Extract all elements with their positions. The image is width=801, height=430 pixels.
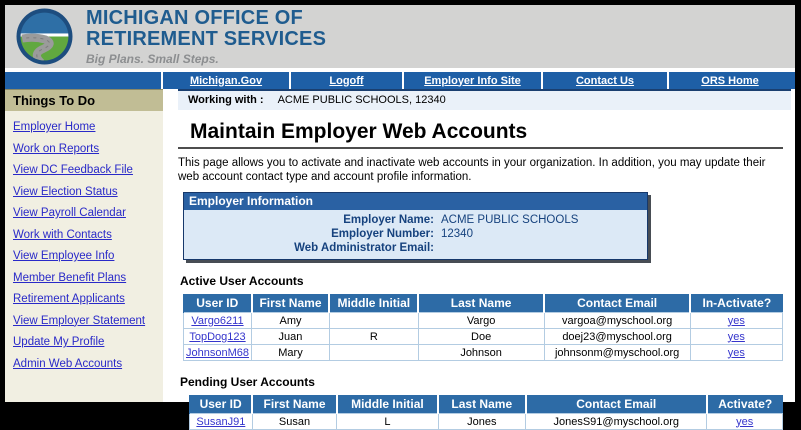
employer-info-field-label: Employer Name: — [343, 214, 434, 226]
sidebar-item-member-benefit-plans[interactable]: Member Benefit Plans — [13, 271, 127, 284]
table-cell — [184, 345, 252, 361]
action-yes-link[interactable]: yes — [727, 330, 745, 343]
table-cell: Doe — [418, 329, 544, 345]
sidebar-item-work-on-reports[interactable]: Work on Reports — [13, 142, 100, 155]
table-cell — [690, 329, 782, 345]
table-cell: vargoa@myschool.org — [544, 313, 690, 329]
table-cell — [184, 313, 252, 329]
table-cell — [190, 414, 253, 430]
table-cell: doej23@myschool.org — [544, 329, 690, 345]
column-header-first-name: First Name — [252, 295, 330, 313]
employer-info-row — [184, 213, 647, 227]
column-header-contact-email: Contact Email — [544, 295, 690, 313]
nav-link-employer-info-site[interactable]: Employer Info Site — [402, 72, 541, 89]
nav-link-ors-home[interactable]: ORS Home — [667, 72, 791, 89]
action-yes-link[interactable]: yes — [727, 314, 745, 327]
sidebar-header: Things To Do — [5, 89, 163, 111]
table-header-row — [190, 396, 783, 414]
column-header-middle-initial: Middle Initial — [329, 295, 418, 313]
column-header-activate: Activate? — [707, 396, 783, 414]
employer-information-header: Employer Information — [184, 193, 647, 210]
sidebar-item-view-dc-feedback-file[interactable]: View DC Feedback File — [13, 164, 133, 176]
sidebar-links — [5, 111, 163, 370]
working-with-value: ACME PUBLIC SCHOOLS, 12340 — [277, 94, 446, 106]
user-id-link[interactable]: SusanJ91 — [196, 415, 246, 428]
table-cell — [690, 313, 782, 329]
sidebar-item-view-employee-info[interactable]: View Employee Info — [13, 250, 115, 262]
nav-link-logoff[interactable]: Logoff — [289, 72, 402, 89]
sidebar-item-view-employer-statement[interactable]: View Employer Statement — [13, 314, 146, 327]
user-id-link[interactable]: Vargo6211 — [191, 314, 244, 327]
table-cell: Amy — [252, 313, 330, 329]
nav-link-contact-us[interactable]: Contact Us — [541, 72, 667, 89]
pending-accounts-table-host — [178, 395, 783, 430]
employer-info-field-value — [434, 241, 441, 255]
ors-road-landscape-logo-icon — [16, 8, 73, 65]
table-row — [184, 329, 783, 345]
sidebar-item-retirement-applicants[interactable]: Retirement Applicants — [13, 293, 125, 305]
column-header-user-id: User ID — [184, 295, 252, 313]
employer-info-field-value: 12340 — [441, 228, 473, 240]
org-title-line2: RETIREMENT SERVICES — [86, 28, 327, 50]
user-id-link[interactable]: JohnsonM68 — [186, 346, 249, 359]
employer-info-field-value: ACME PUBLIC SCHOOLS — [441, 214, 579, 226]
working-with-label: Working with : — [188, 94, 264, 106]
column-header-in-activate: In-Activate? — [690, 295, 782, 313]
sidebar-item-work-with-contacts[interactable]: Work with Contacts — [13, 228, 112, 241]
page-title: Maintain Employer Web Accounts — [178, 120, 783, 149]
user-id-link[interactable]: TopDog123 — [189, 330, 246, 343]
nav-link-michigan-gov[interactable]: Michigan.Gov — [161, 72, 289, 89]
table-cell: Juan — [252, 329, 330, 345]
table-cell — [707, 414, 783, 430]
main-column — [163, 89, 795, 428]
employer-information-box — [183, 192, 648, 260]
employer-info-row — [184, 241, 647, 255]
table-header-row — [184, 295, 783, 313]
table-cell — [690, 345, 782, 361]
masthead-text — [86, 8, 326, 65]
employer-info-row — [184, 227, 647, 241]
masthead — [5, 5, 795, 72]
employer-info-field-label: Web Administrator Email: — [294, 242, 434, 254]
table-row — [184, 313, 783, 329]
table-cell: Mary — [252, 345, 330, 361]
sidebar-item-admin-web-accounts[interactable]: Admin Web Accounts — [13, 357, 123, 370]
column-header-last-name: Last Name — [438, 396, 526, 414]
table-cell: R — [329, 329, 418, 345]
sidebar-item-view-election-status[interactable]: View Election Status — [13, 185, 118, 198]
navbar — [5, 72, 795, 89]
table-cell: JonesS91@myschool.org — [526, 414, 707, 430]
employer-info-field-label: Employer Number: — [331, 228, 434, 240]
active-accounts-table — [183, 294, 783, 361]
sidebar-item-update-my-profile[interactable]: Update My Profile — [13, 336, 105, 348]
org-tagline: Big Plans. Small Steps. — [86, 52, 219, 66]
table-cell: Vargo — [418, 313, 544, 329]
table-row — [190, 414, 783, 430]
column-header-user-id: User ID — [190, 396, 253, 414]
pending-accounts-table — [189, 395, 783, 430]
browser-page — [5, 5, 795, 428]
table-cell: johnsonm@myschool.org — [544, 345, 690, 361]
table-cell: Susan — [252, 414, 337, 430]
pending-accounts-label: Pending User Accounts — [180, 375, 315, 389]
table-row — [184, 345, 783, 361]
column-header-first-name: First Name — [252, 396, 337, 414]
sidebar-item-view-payroll-calendar[interactable]: View Payroll Calendar — [13, 207, 126, 219]
table-cell — [329, 313, 418, 329]
table-cell — [184, 329, 252, 345]
navbar-spacer — [5, 72, 161, 89]
column-header-middle-initial: Middle Initial — [337, 396, 438, 414]
table-cell — [329, 345, 418, 361]
body-row — [5, 89, 795, 428]
table-cell: Jones — [438, 414, 526, 430]
column-header-last-name: Last Name — [418, 295, 544, 313]
org-title-line1: MICHIGAN OFFICE OF — [86, 7, 303, 29]
action-yes-link[interactable]: yes — [727, 346, 745, 359]
page-description: This page allows you to activate and inactivate web accounts in your organization. In addition, you may update their web account contact type and account profile information. — [178, 157, 766, 183]
column-header-contact-email: Contact Email — [526, 396, 707, 414]
active-accounts-label: Active User Accounts — [180, 274, 304, 288]
active-accounts-table-host — [178, 294, 783, 361]
table-cell: L — [337, 414, 438, 430]
table-cell: Johnson — [418, 345, 544, 361]
employer-information-body — [184, 210, 647, 259]
sidebar-item-employer-home[interactable]: Employer Home — [13, 121, 96, 133]
working-with-bar — [178, 89, 791, 110]
page-content — [178, 120, 795, 430]
sidebar — [5, 89, 163, 402]
action-yes-link[interactable]: yes — [736, 415, 754, 428]
